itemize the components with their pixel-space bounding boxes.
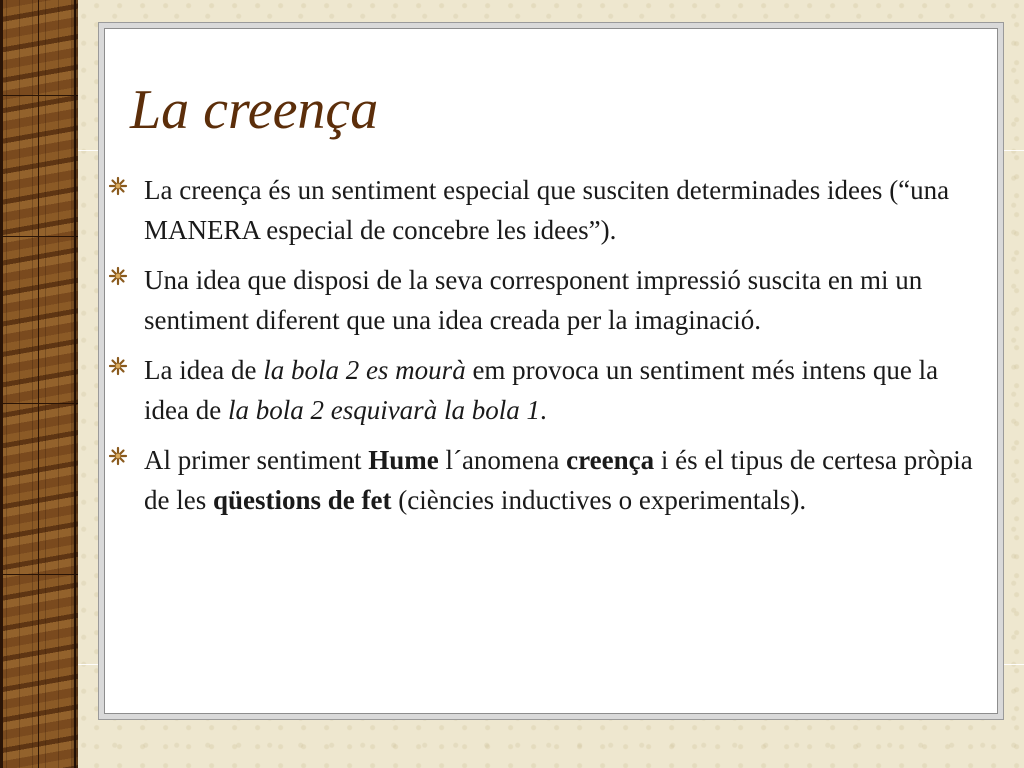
bullet-text: Una idea que disposi de la seva corresponent impressió suscita en mi un sentiment diferent que una idea creada per la imaginació. (144, 265, 923, 335)
bullet-text: La creença és un sentiment especial que susciten determinades idees (“una MANERA especial de concebre les idees”). (144, 175, 950, 245)
text-run: (ciències inductives o experimentals). (391, 485, 807, 515)
text-run: Al primer sentiment (144, 445, 369, 475)
sparkle-bullet-icon (108, 446, 128, 466)
bullet-item (106, 350, 986, 430)
wood-border (0, 0, 78, 768)
text-run: l´anomena (438, 445, 567, 475)
text-run: i és el tipus de certesa pròpia de les (144, 445, 973, 515)
slide-title: La creença (130, 79, 379, 141)
bold-term: creença (566, 445, 655, 475)
sparkle-bullet-icon (108, 176, 128, 196)
italic-phrase: la bola 2 es mourà (263, 355, 466, 385)
bullet-item (106, 260, 986, 340)
text-run: . (539, 395, 547, 425)
bold-term: Hume (368, 445, 439, 475)
text-run: em provoca un sentiment més intens que la idea de (144, 355, 939, 425)
bold-term: qüestions de fet (212, 485, 392, 515)
bullet-item (106, 170, 986, 250)
bullet-text (144, 350, 986, 430)
sparkle-bullet-icon (108, 356, 128, 376)
sparkle-bullet-icon (108, 266, 128, 286)
italic-phrase: la bola 2 esquivarà la bola 1 (227, 395, 540, 425)
bullet-text (144, 440, 986, 520)
bullet-list (106, 170, 986, 530)
text-run: La idea de (144, 355, 264, 385)
bullet-item (106, 440, 986, 520)
